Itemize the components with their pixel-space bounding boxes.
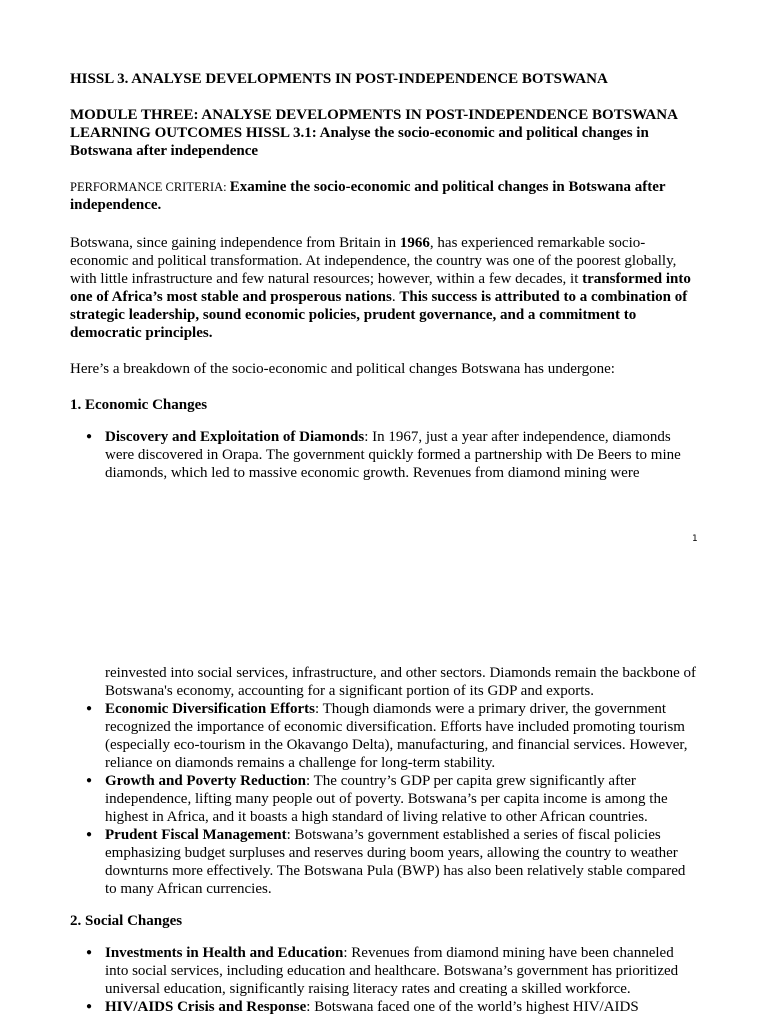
intro-year: 1966 — [399, 235, 430, 251]
list-item — [70, 944, 700, 998]
performance-criteria-text: Examine the socio-economic and political changes in Botswana after independence. — [70, 179, 666, 213]
bullet-icon: ● — [86, 1001, 93, 1012]
intro-text-1: Botswana, since gaining independence from Britain in — [70, 235, 400, 251]
learning-outcomes-label: LEARNING OUTCOMES HISSL 3.1 — [70, 125, 312, 141]
breakdown-paragraph: Here’s a breakdown of the socio-economic and political changes Botswana has undergone: — [70, 361, 615, 377]
list-item-title: HIV/AIDS Crisis and Response — [105, 999, 307, 1015]
section-heading-social: 2. Social Changes — [70, 913, 183, 929]
document-page-1 — [70, 70, 700, 482]
section-heading-economic: 1. Economic Changes — [70, 397, 208, 413]
performance-criteria-label: PERFORMANCE CRITERIA: — [70, 180, 230, 194]
module-title: MODULE THREE: ANALYSE DEVELOPMENTS IN POST-INDEPENDENCE BOTSWANA — [70, 107, 678, 123]
bullet-icon: ● — [86, 703, 93, 714]
list-item — [70, 428, 700, 482]
intro-bold-2: This success is attributed to a combination of strategic leadership, sound economic policies, prudent governance, and a commitment to democratic principles. — [70, 289, 688, 341]
bullet-icon: ● — [86, 431, 93, 442]
list-item — [70, 772, 700, 826]
learning-outcomes — [70, 124, 700, 160]
intro-text-2: , has experienced remarkable socio-economic and political transformation. At independence, the country was one of the poorest globally, with little infrastructure and few natural resources; however, within a few decades, it — [70, 235, 677, 287]
list-item-text: : Botswana faced one of the world’s highest HIV/AIDS — [306, 999, 639, 1015]
continued-text: reinvested into social services, infrastructure, and other sectors. Diamonds remain the backbone of Botswana's economy, accounting for a significant portion of its GDP and exports. — [105, 665, 697, 699]
list-item-text: : Revenues from diamond mining have been channeled into social services, including education and healthcare. Botswana’s government has prioritized universal education, significantly raising literacy rates and creating a skilled workforce. — [105, 945, 679, 997]
page-number: 1 — [692, 534, 698, 544]
bullet-icon: ● — [86, 947, 93, 958]
list-item-text: : Botswana’s government established a series of fiscal policies emphasizing budget surpluses and reserves during boom years, allowing the country to weather downturns more effectively. The Botswana Pula (BWP) has also been relatively stable compared to many African currencies. — [105, 827, 686, 897]
bullet-icon: ● — [86, 775, 93, 786]
list-item-title: Growth and Poverty Reduction — [105, 773, 306, 789]
document-title: HISSL 3. ANALYSE DEVELOPMENTS IN POST-INDEPENDENCE BOTSWANA — [70, 71, 608, 87]
economic-changes-list-continued — [70, 700, 700, 898]
list-item-title: Investments in Health and Education — [105, 945, 344, 961]
list-item-text: : In 1967, just a year after independence, diamonds were discovered in Orapa. The government quickly formed a partnership with De Beers to mine diamonds, which led to massive economic growth. Revenues from diamond mining were — [105, 429, 681, 481]
list-item-text: : The country’s GDP per capita grew significantly after independence, lifting many people out of poverty. Botswana’s per capita income is among the highest in Africa, and it boasts a high standard of living relative to other African countries. — [105, 773, 668, 825]
learning-outcomes-text: : Analyse the socio-economic and political changes in Botswana after independence — [70, 125, 649, 159]
list-item-title: Prudent Fiscal Management — [105, 827, 287, 843]
performance-criteria — [70, 178, 700, 214]
list-item-text: : Though diamonds were a primary driver, the government recognized the importance of economic diversification. Efforts have included promoting tourism (especially eco-tourism in the Okavango Delta), manufacturing, and financial services. However, reliance on diamonds remains a challenge for long-term stability. — [105, 701, 688, 771]
intro-text-3: . — [391, 289, 400, 305]
list-item — [70, 998, 700, 1016]
list-item-title: Economic Diversification Efforts — [105, 701, 315, 717]
intro-bold-1: transformed into one of Africa’s most stable and prosperous nations — [70, 271, 691, 305]
bullet-icon: ● — [86, 829, 93, 840]
document-page-2 — [70, 664, 700, 1016]
intro-paragraph — [70, 234, 700, 342]
list-item — [70, 700, 700, 772]
economic-changes-list — [70, 428, 700, 482]
list-item — [70, 826, 700, 898]
social-changes-list — [70, 944, 700, 1016]
list-item-title: Discovery and Exploitation of Diamonds — [105, 429, 365, 445]
